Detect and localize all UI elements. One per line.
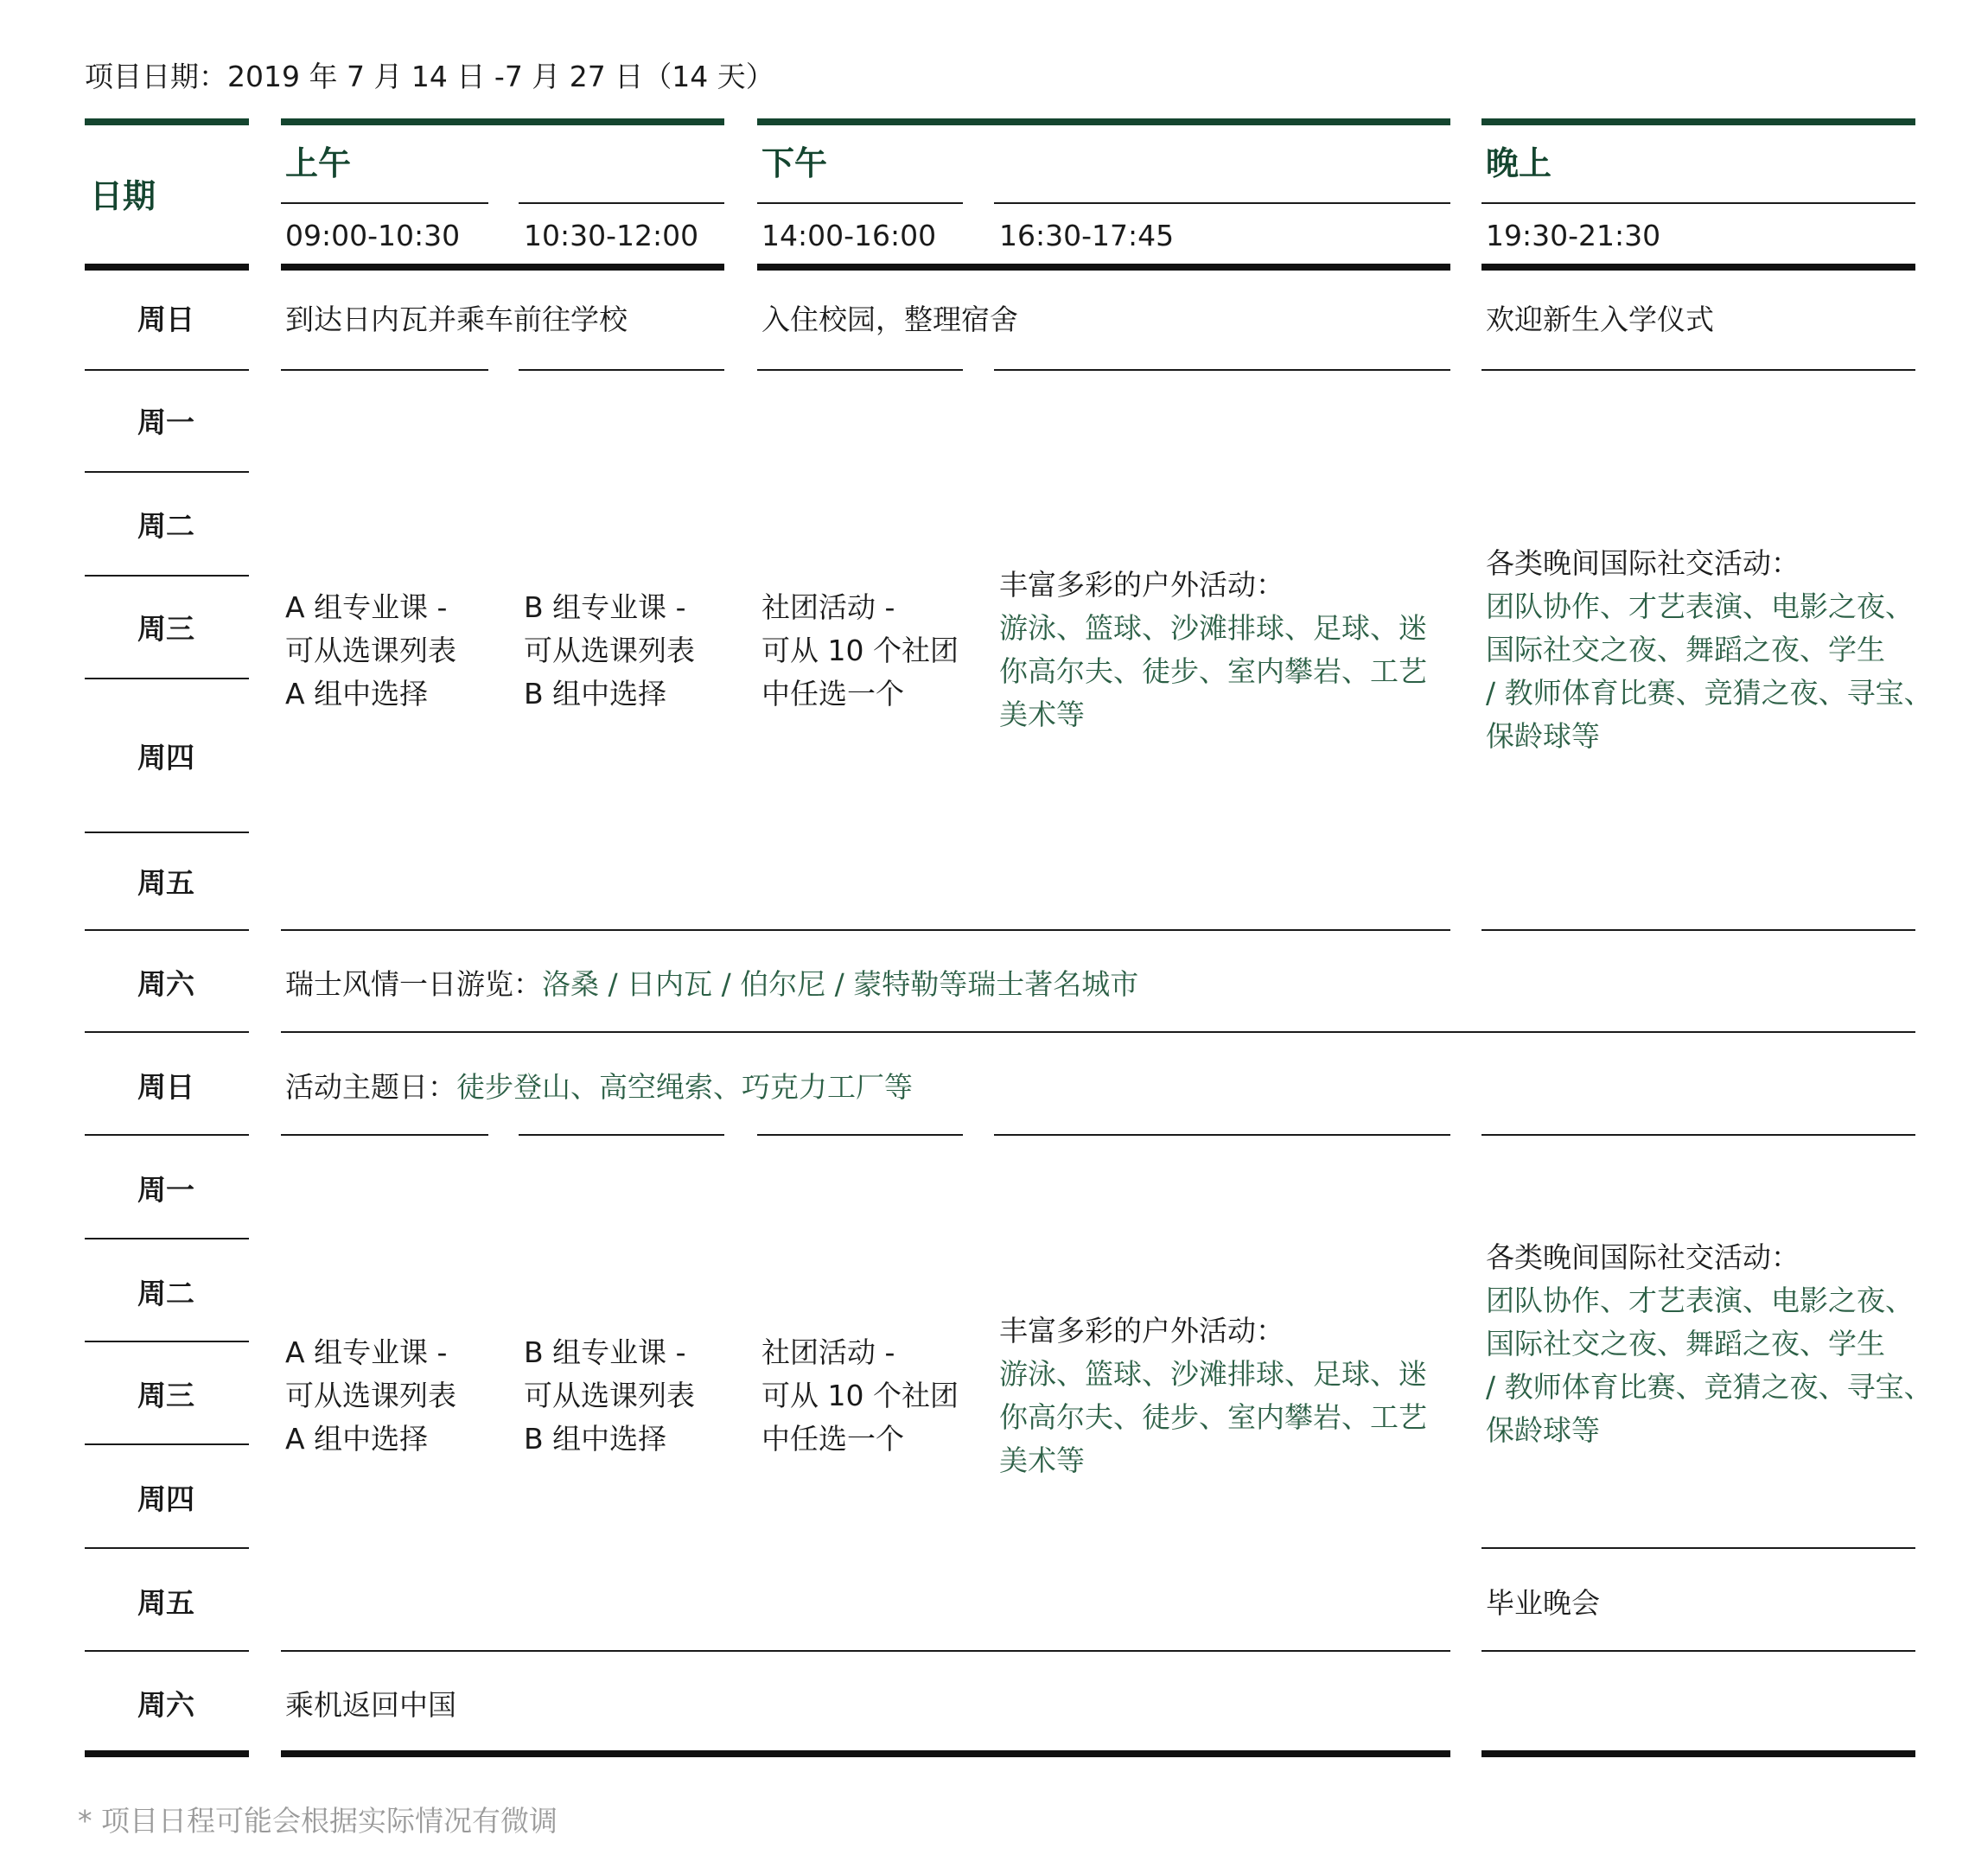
sunday1-evening: 欢迎新生入学仪式: [1486, 303, 1714, 336]
row-divider: [994, 369, 1450, 371]
footnote: * 项目日程可能会根据实际情况有微调: [78, 1804, 558, 1838]
project-date: 项目日期：2019 年 7 月 14 日 -7 月 27 日（14 天）: [85, 60, 774, 93]
day-label: 周六: [137, 1688, 194, 1722]
week1-groupA: A 组专业课 - 可从选课列表 A 组中选择: [285, 590, 456, 710]
row-divider: [85, 1650, 249, 1652]
week1-groupB: B 组专业课 - 可从选课列表 B 组中选择: [524, 590, 695, 710]
row-divider: [85, 1134, 249, 1136]
table-bottom-bar: [1481, 1750, 1915, 1757]
day-label: 周四: [137, 741, 194, 774]
header-bottom-bar: [757, 264, 1450, 271]
row-divider: [281, 1031, 1915, 1033]
row-divider: [85, 678, 249, 679]
day-label: 周二: [137, 509, 194, 543]
row-divider: [1481, 1650, 1915, 1652]
row-divider: [85, 929, 249, 931]
row-divider: [85, 1031, 249, 1033]
header-bar-morning: [281, 118, 724, 125]
row-divider: [281, 1650, 1450, 1652]
row-divider: [757, 1134, 963, 1136]
week2-club: 社团活动 - 可从 10 个社团 中任选一个: [761, 1335, 959, 1456]
row-divider: [1481, 369, 1915, 371]
subline: [519, 202, 724, 204]
time-slot-4: 16:30-17:45: [999, 219, 1175, 252]
row-divider: [281, 369, 488, 371]
saturday2-return: 乘机返回中国: [285, 1688, 456, 1722]
row-divider: [85, 575, 249, 577]
header-bar-evening: [1481, 118, 1915, 125]
week2-outdoor: 丰富多彩的户外活动： 游泳、篮球、沙滩排球、足球、迷 你高尔夫、徒步、室内攀岩、工艺 美术等: [999, 1314, 1427, 1477]
week1-club: 社团活动 - 可从 10 个社团 中任选一个: [761, 590, 959, 710]
row-divider: [85, 1443, 249, 1445]
day-label: 周六: [137, 967, 194, 1001]
sunday1-morning: 到达日内瓦并乘车前往学校: [285, 303, 628, 336]
row-divider: [85, 369, 249, 371]
day-label: 周三: [137, 612, 194, 646]
week1-evening: 各类晚间国际社交活动： 团队协作、才艺表演、电影之夜、 国际社交之夜、舞蹈之夜、学生 / 教师体育比赛、竞猜之夜、寻宝、 保龄球等: [1486, 546, 1933, 753]
row-divider: [85, 832, 249, 833]
day-label: 周三: [137, 1379, 194, 1412]
time-slot-5: 19:30-21:30: [1486, 219, 1661, 252]
row-divider: [519, 369, 724, 371]
date-header: 日期: [90, 177, 156, 215]
day-label: 周五: [137, 1586, 194, 1620]
sunday1-afternoon: 入住校园，整理宿舍: [761, 303, 1018, 336]
row-divider: [85, 1238, 249, 1239]
week2-groupB: B 组专业课 - 可从选课列表 B 组中选择: [524, 1335, 695, 1456]
subline: [994, 202, 1450, 204]
table-bottom-bar: [281, 1750, 1450, 1757]
morning-header: 上午: [285, 144, 352, 182]
week2-evening: 各类晚间国际社交活动： 团队协作、才艺表演、电影之夜、 国际社交之夜、舞蹈之夜、学生 / 教师体育比赛、竞猜之夜、寻宝、 保龄球等: [1486, 1240, 1933, 1447]
header-bottom-bar: [1481, 264, 1915, 271]
saturday1-trip: 瑞士风情一日游览：洛桑 / 日内瓦 / 伯尔尼 / 蒙特勒等瑞士著名城市: [285, 967, 1139, 1001]
header-bottom-bar: [85, 264, 249, 271]
row-divider: [519, 1134, 724, 1136]
evening-header: 晚上: [1486, 144, 1552, 182]
row-divider: [757, 369, 963, 371]
week2-groupA: A 组专业课 - 可从选课列表 A 组中选择: [285, 1335, 456, 1456]
day-label: 周日: [137, 303, 194, 336]
row-divider: [85, 471, 249, 473]
day-label: 周四: [137, 1482, 194, 1516]
row-divider: [85, 1341, 249, 1342]
row-divider: [281, 929, 1450, 931]
subline: [281, 202, 488, 204]
row-divider: [994, 1134, 1450, 1136]
sunday2-theme: 活动主题日：徒步登山、高空绳索、巧克力工厂等: [285, 1070, 913, 1104]
day-label: 周一: [137, 405, 194, 439]
header-bottom-bar: [281, 264, 724, 271]
time-slot-2: 10:30-12:00: [524, 219, 699, 252]
subline: [1481, 202, 1915, 204]
header-bar-afternoon: [757, 118, 1450, 125]
week1-outdoor: 丰富多彩的户外活动： 游泳、篮球、沙滩排球、足球、迷 你高尔夫、徒步、室内攀岩、工艺 美术等: [999, 568, 1427, 731]
row-divider: [85, 1547, 249, 1549]
day-label: 周一: [137, 1173, 194, 1207]
table-bottom-bar: [85, 1750, 249, 1757]
graduation-party: 毕业晚会: [1486, 1586, 1600, 1620]
row-divider: [1481, 1547, 1915, 1549]
time-slot-3: 14:00-16:00: [761, 219, 937, 252]
day-label: 周二: [137, 1277, 194, 1310]
day-label: 周五: [137, 866, 194, 900]
subline: [757, 202, 963, 204]
row-divider: [1481, 1134, 1915, 1136]
row-divider: [1481, 929, 1915, 931]
afternoon-header: 下午: [761, 144, 828, 182]
header-bar-date: [85, 118, 249, 125]
time-slot-1: 09:00-10:30: [285, 219, 461, 252]
day-label: 周日: [137, 1070, 194, 1104]
row-divider: [281, 1134, 488, 1136]
